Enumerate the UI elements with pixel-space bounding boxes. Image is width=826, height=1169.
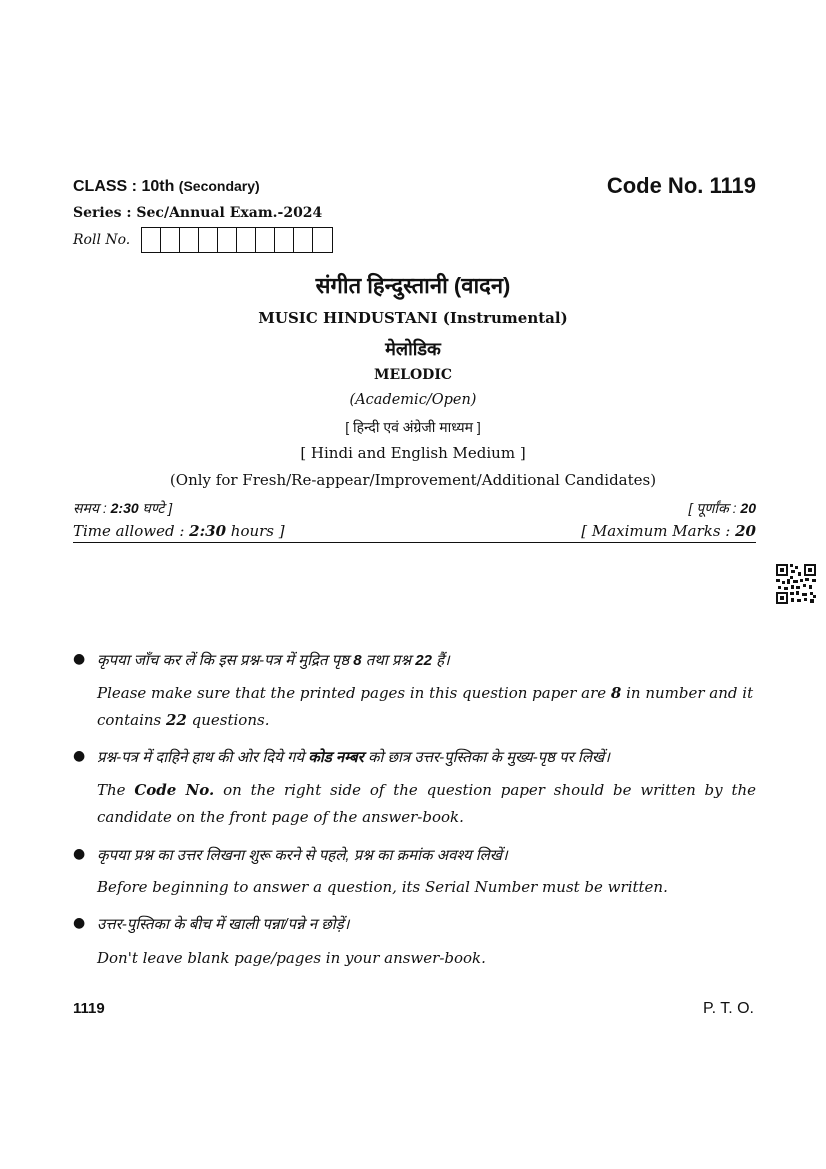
class-label xyxy=(73,178,260,196)
roll-box[interactable] xyxy=(180,228,199,252)
instruction-3-english: Before beginning to answer a question, its Serial Number must be written. xyxy=(97,878,668,896)
time-allowed-hindi xyxy=(73,499,172,518)
subject-title-english: MUSIC HINDUSTANI (Instrumental) xyxy=(258,309,568,327)
roll-box[interactable] xyxy=(237,228,256,252)
roll-box[interactable] xyxy=(161,228,180,252)
text: on the right side of the question paper should be written by the candidate on the front page of the answer-book. xyxy=(97,781,757,826)
academic-open-label: (Academic/Open) xyxy=(349,392,477,408)
header-divider xyxy=(73,542,756,543)
medium-hindi: [ हिन्दी एवं अंग्रेजी माध्यम ] xyxy=(345,419,481,435)
text: questions. xyxy=(186,711,270,729)
roll-number-label: Roll No. xyxy=(73,232,131,248)
text: The xyxy=(97,781,135,799)
max-marks-english xyxy=(581,522,756,540)
marks-label-hi: [ पूर्णांक : xyxy=(688,500,741,516)
bullet-4: ● xyxy=(73,915,86,931)
instruction-4-english: Don't leave blank page/pages in your answer-book. xyxy=(97,949,486,967)
text: 8 xyxy=(353,652,362,669)
bullet-2: ● xyxy=(73,748,86,764)
candidates-note: (Only for Fresh/Re-appear/Improvement/Additional Candidates) xyxy=(169,471,657,489)
text: प्रश्न-पत्र में दाहिने हाथ की ओर दिये गये xyxy=(97,749,309,766)
series-label: Series : Sec/Annual Exam.-2024 xyxy=(73,205,323,221)
time-value-en: 2:30 xyxy=(189,522,227,540)
footer-code: 1119 xyxy=(73,1000,105,1017)
roll-box[interactable] xyxy=(256,228,275,252)
instruction-3-hindi: कृपया प्रश्न का उत्तर लिखना शुरू करने से पहले, प्रश्न का क्रमांक अवश्य लिखें। xyxy=(97,847,508,864)
marks-value-hi: 20 xyxy=(740,500,756,516)
marks-value-en: 20 xyxy=(735,522,756,540)
roll-number-boxes[interactable] xyxy=(141,227,333,253)
roll-box[interactable] xyxy=(294,228,313,252)
text: 22 xyxy=(415,652,432,669)
time-label-hi: समय : xyxy=(73,500,111,516)
class-sub-text: (Secondary) xyxy=(178,178,260,194)
text: तथा प्रश्न xyxy=(361,652,416,669)
subject-title-hindi: संगीत हिन्दुस्तानी (वादन) xyxy=(315,273,511,298)
text: हैं। xyxy=(431,652,450,669)
max-marks-hindi xyxy=(689,499,756,518)
bullet-3: ● xyxy=(73,846,86,862)
qr-code-icon xyxy=(776,564,816,604)
time-label-en: Time allowed : xyxy=(73,522,190,540)
time-value-hi: 2:30 xyxy=(110,500,139,516)
roll-box[interactable] xyxy=(199,228,218,252)
instruction-2-hindi xyxy=(97,747,756,767)
instruction-2-english xyxy=(97,777,756,831)
time-unit-en: hours ] xyxy=(226,522,285,540)
subtitle-english: MELODIC xyxy=(373,367,453,383)
roll-box[interactable] xyxy=(275,228,294,252)
text: 22 xyxy=(166,711,187,729)
please-turn-over: P. T. O. xyxy=(703,1000,754,1017)
code-number: Code No. 1119 xyxy=(606,173,756,198)
text: को छात्र उत्तर-पुस्तिका के मुख्य-पृष्ठ पर लिखें। xyxy=(363,749,610,766)
medium-english: [ Hindi and English Medium ] xyxy=(300,444,526,462)
instruction-1-hindi xyxy=(97,650,756,670)
text: Please make sure that the printed pages in this question paper are xyxy=(97,684,611,702)
class-text: CLASS : 10th xyxy=(73,178,175,195)
text: Code No. xyxy=(134,781,215,799)
text: 8 xyxy=(610,684,622,702)
roll-box[interactable] xyxy=(313,228,332,252)
text: कृपया जाँच कर लें कि इस प्रश्न-पत्र में मुद्रित पृष्ठ xyxy=(97,652,354,669)
roll-box[interactable] xyxy=(142,228,161,252)
time-unit-hi: घण्टे ] xyxy=(138,500,173,516)
text: कोड नम्बर xyxy=(308,749,364,766)
subtitle-hindi: मेलोडिक xyxy=(385,339,441,359)
roll-box[interactable] xyxy=(218,228,237,252)
time-allowed-english xyxy=(73,522,285,540)
bullet-1: ● xyxy=(73,651,86,667)
marks-label-en: [ Maximum Marks : xyxy=(581,522,736,540)
text: in number and it contains xyxy=(97,684,754,729)
instruction-4-hindi: उत्तर-पुस्तिका के बीच में खाली पन्ना/पन्ने न छोड़ें। xyxy=(97,916,350,933)
instruction-1-english xyxy=(97,680,756,734)
